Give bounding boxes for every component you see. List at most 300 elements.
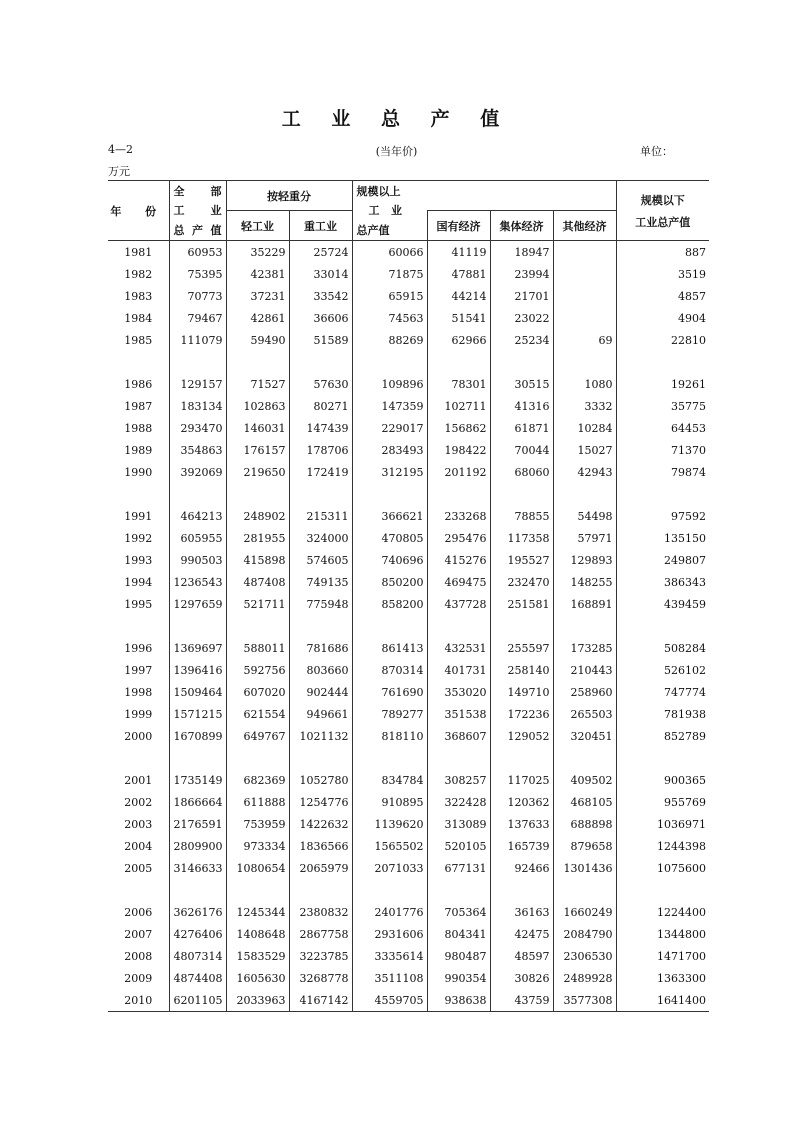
other-cell: 879658 [553, 835, 616, 857]
state-owned-cell: 469475 [427, 571, 490, 593]
total-cell: 4807314 [169, 945, 226, 967]
table-row [108, 967, 709, 989]
other-cell: 10284 [553, 417, 616, 439]
heavy-cell: 949661 [289, 703, 352, 725]
year-cell: 1989 [124, 443, 153, 457]
table-row [108, 857, 709, 879]
table-row [108, 571, 709, 593]
collective-cell: 255597 [490, 637, 553, 659]
table-row [108, 439, 709, 461]
year-cell: 2010 [108, 989, 169, 1012]
other-cell: 210443 [553, 659, 616, 681]
total-cell: 1236543 [169, 571, 226, 593]
below-scale-cell: 1075600 [616, 857, 709, 879]
above-scale-cell: 818110 [352, 725, 427, 747]
other-cell: 2489928 [553, 967, 616, 989]
below-scale-cell: 1344800 [616, 923, 709, 945]
table-row [108, 593, 709, 615]
light-cell: 487408 [226, 571, 289, 593]
state-owned-cell: 804341 [427, 923, 490, 945]
heavy-cell: 147439 [289, 417, 352, 439]
above-scale-cell: 229017 [352, 417, 427, 439]
collective-header: 集体经济 [490, 211, 553, 241]
light-cell: 415898 [226, 549, 289, 571]
other-cell: 320451 [553, 725, 616, 747]
state-owned-cell: 47881 [427, 263, 490, 285]
total-cell: 1509464 [169, 681, 226, 703]
light-cell: 611888 [226, 791, 289, 813]
table-row [108, 373, 709, 395]
spacer-row [108, 879, 709, 901]
table-row [108, 835, 709, 857]
table-row [108, 417, 709, 439]
light-cell: 176157 [226, 439, 289, 461]
year-cell: 1995 [124, 597, 153, 611]
above-scale-cell: 834784 [352, 769, 427, 791]
light-cell: 59490 [226, 329, 289, 351]
state-owned-cell: 520105 [427, 835, 490, 857]
collective-cell: 258140 [490, 659, 553, 681]
above-scale-cell: 870314 [352, 659, 427, 681]
total-cell: 392069 [169, 461, 226, 483]
below-scale-cell: 4857 [616, 285, 709, 307]
state-owned-cell: 990354 [427, 967, 490, 989]
state-owned-cell: 198422 [427, 439, 490, 461]
collective-cell: 68060 [490, 461, 553, 483]
other-cell [553, 285, 616, 307]
year-cell: 2005 [124, 861, 153, 875]
above-scale-cell: 789277 [352, 703, 427, 725]
above-scale-cell: 283493 [352, 439, 427, 461]
year-cell: 1986 [124, 377, 153, 391]
year-cell: 1984 [124, 311, 153, 325]
collective-cell: 41316 [490, 395, 553, 417]
other-cell: 468105 [553, 791, 616, 813]
year-cell: 2003 [124, 817, 153, 831]
light-industry-header: 轻工业 [226, 211, 289, 241]
table-row [108, 791, 709, 813]
collective-cell: 120362 [490, 791, 553, 813]
table-row [108, 307, 709, 329]
below-scale-cell: 526102 [616, 659, 709, 681]
below-scale-cell: 1363300 [616, 967, 709, 989]
page-title: 工 业 总 产 值 [281, 108, 512, 130]
total-cell: 79467 [169, 307, 226, 329]
total-cell: 1670899 [169, 725, 226, 747]
total-cell: 3146633 [169, 857, 226, 879]
heavy-cell: 33014 [289, 263, 352, 285]
state-owned-cell: 51541 [427, 307, 490, 329]
below-scale-cell: 1641400 [616, 989, 709, 1012]
other-cell: 129893 [553, 549, 616, 571]
collective-cell: 61871 [490, 417, 553, 439]
table-row [108, 923, 709, 945]
heavy-cell: 2380832 [289, 901, 352, 923]
year-cell: 2004 [124, 839, 153, 853]
table-row [108, 395, 709, 417]
collective-cell: 92466 [490, 857, 553, 879]
light-cell: 248902 [226, 505, 289, 527]
total-cell: 6201105 [169, 989, 226, 1012]
spacer-row [108, 483, 709, 505]
light-cell: 1408648 [226, 923, 289, 945]
table-row [108, 527, 709, 549]
table-row [108, 549, 709, 571]
heavy-cell: 803660 [289, 659, 352, 681]
table-row [108, 329, 709, 351]
below-scale-header: 规模以下 工业总产值 [616, 181, 709, 241]
heavy-cell: 36606 [289, 307, 352, 329]
light-cell: 35229 [226, 241, 289, 264]
total-cell: 464213 [169, 505, 226, 527]
below-scale-cell: 508284 [616, 637, 709, 659]
other-cell: 409502 [553, 769, 616, 791]
other-cell: 173285 [553, 637, 616, 659]
collective-cell: 42475 [490, 923, 553, 945]
collective-cell: 172236 [490, 703, 553, 725]
heavy-cell: 178706 [289, 439, 352, 461]
total-cell: 60953 [169, 241, 226, 264]
year-cell: 2008 [124, 949, 153, 963]
below-scale-cell: 747774 [616, 681, 709, 703]
light-cell: 42381 [226, 263, 289, 285]
total-cell: 605955 [169, 527, 226, 549]
year-cell: 1982 [124, 267, 153, 281]
heavy-cell: 2065979 [289, 857, 352, 879]
below-scale-cell: 19261 [616, 373, 709, 395]
total-cell: 183134 [169, 395, 226, 417]
year-cell: 1981 [124, 245, 153, 259]
light-cell: 1245344 [226, 901, 289, 923]
above-scale-cell: 3335614 [352, 945, 427, 967]
total-cell: 1369697 [169, 637, 226, 659]
light-cell: 1080654 [226, 857, 289, 879]
above-scale-cell: 88269 [352, 329, 427, 351]
table-row [108, 725, 709, 747]
total-cell: 1735149 [169, 769, 226, 791]
collective-cell: 70044 [490, 439, 553, 461]
below-scale-cell: 1224400 [616, 901, 709, 923]
below-scale-cell: 4904 [616, 307, 709, 329]
other-cell: 258960 [553, 681, 616, 703]
light-cell: 521711 [226, 593, 289, 615]
industrial-output-table [108, 180, 709, 1012]
table-row [108, 681, 709, 703]
total-cell: 1396416 [169, 659, 226, 681]
state-owned-cell: 62966 [427, 329, 490, 351]
state-owned-cell: 233268 [427, 505, 490, 527]
state-owned-cell: 432531 [427, 637, 490, 659]
heavy-cell: 215311 [289, 505, 352, 527]
table-row [108, 505, 709, 527]
below-scale-cell: 781938 [616, 703, 709, 725]
other-cell: 265503 [553, 703, 616, 725]
below-scale-cell: 1471700 [616, 945, 709, 967]
collective-cell: 23994 [490, 263, 553, 285]
light-cell: 753959 [226, 813, 289, 835]
below-scale-cell: 71370 [616, 439, 709, 461]
light-cell: 621554 [226, 703, 289, 725]
year-cell: 2002 [124, 795, 153, 809]
unit-label: 单位： [640, 145, 673, 158]
ownership-group-header [427, 181, 616, 211]
state-owned-cell: 705364 [427, 901, 490, 923]
state-owned-header: 国有经济 [427, 211, 490, 241]
above-scale-cell: 470805 [352, 527, 427, 549]
collective-cell: 78855 [490, 505, 553, 527]
state-owned-cell: 156862 [427, 417, 490, 439]
below-scale-cell: 79874 [616, 461, 709, 483]
table-row [108, 659, 709, 681]
heavy-cell: 80271 [289, 395, 352, 417]
other-cell: 1080 [553, 373, 616, 395]
heavy-cell: 172419 [289, 461, 352, 483]
spacer-row [108, 615, 709, 637]
state-owned-cell: 353020 [427, 681, 490, 703]
state-owned-cell: 201192 [427, 461, 490, 483]
spacer-row [108, 351, 709, 373]
state-owned-cell: 980487 [427, 945, 490, 967]
price-note: (当年价) [375, 145, 418, 158]
above-scale-cell: 861413 [352, 637, 427, 659]
table-row [108, 901, 709, 923]
heavy-cell: 781686 [289, 637, 352, 659]
collective-cell: 23022 [490, 307, 553, 329]
light-cell: 146031 [226, 417, 289, 439]
unit-value: 万元 [108, 165, 130, 178]
heavy-cell: 25724 [289, 241, 352, 264]
above-scale-cell: 312195 [352, 461, 427, 483]
year-cell: 2009 [124, 971, 153, 985]
below-scale-cell: 386343 [616, 571, 709, 593]
light-cell: 588011 [226, 637, 289, 659]
total-cell: 2176591 [169, 813, 226, 835]
other-cell: 688898 [553, 813, 616, 835]
year-cell: 1985 [124, 333, 153, 347]
above-scale-cell: 109896 [352, 373, 427, 395]
year-cell: 1998 [124, 685, 153, 699]
other-cell [553, 263, 616, 285]
total-output-header: 全 部 工 业 总产值 [169, 181, 226, 241]
table-row [108, 703, 709, 725]
below-scale-cell: 439459 [616, 593, 709, 615]
table-row [108, 637, 709, 659]
other-cell [553, 241, 616, 264]
table-row [108, 285, 709, 307]
other-cell: 3577308 [553, 989, 616, 1012]
above-scale-cell: 2931606 [352, 923, 427, 945]
total-cell: 4874408 [169, 967, 226, 989]
light-cell: 102863 [226, 395, 289, 417]
heavy-cell: 902444 [289, 681, 352, 703]
above-scale-cell: 65915 [352, 285, 427, 307]
above-scale-cell: 366621 [352, 505, 427, 527]
other-cell: 1660249 [553, 901, 616, 923]
total-cell: 990503 [169, 549, 226, 571]
total-cell: 3626176 [169, 901, 226, 923]
light-cell: 42861 [226, 307, 289, 329]
state-owned-cell: 677131 [427, 857, 490, 879]
light-cell: 649767 [226, 725, 289, 747]
total-cell: 1866664 [169, 791, 226, 813]
table-row [108, 263, 709, 285]
above-scale-cell: 3511108 [352, 967, 427, 989]
total-cell: 75395 [169, 263, 226, 285]
year-cell: 1992 [124, 531, 153, 545]
state-owned-cell: 295476 [427, 527, 490, 549]
collective-cell: 21701 [490, 285, 553, 307]
other-cell: 2084790 [553, 923, 616, 945]
light-cell: 2033963 [226, 989, 289, 1012]
state-owned-cell: 415276 [427, 549, 490, 571]
total-cell: 2809900 [169, 835, 226, 857]
heavy-cell: 574605 [289, 549, 352, 571]
below-scale-cell: 887 [616, 241, 709, 264]
above-scale-cell: 910895 [352, 791, 427, 813]
light-cell: 1583529 [226, 945, 289, 967]
light-heavy-group-header: 按轻重分 [226, 181, 352, 211]
light-cell: 1605630 [226, 967, 289, 989]
collective-cell: 30826 [490, 967, 553, 989]
collective-cell: 117025 [490, 769, 553, 791]
state-owned-cell: 308257 [427, 769, 490, 791]
table-code: 4—2 [108, 143, 133, 156]
collective-cell: 48597 [490, 945, 553, 967]
heavy-cell: 51589 [289, 329, 352, 351]
state-owned-cell: 437728 [427, 593, 490, 615]
light-cell: 607020 [226, 681, 289, 703]
year-header: 年 份 [108, 181, 169, 241]
above-scale-cell: 2401776 [352, 901, 427, 923]
light-cell: 281955 [226, 527, 289, 549]
table-row [108, 813, 709, 835]
state-owned-cell: 322428 [427, 791, 490, 813]
year-cell: 1993 [124, 553, 153, 567]
below-scale-cell: 249807 [616, 549, 709, 571]
collective-cell: 149710 [490, 681, 553, 703]
below-scale-cell: 22810 [616, 329, 709, 351]
heavy-cell: 775948 [289, 593, 352, 615]
year-cell: 1999 [124, 707, 153, 721]
collective-cell: 195527 [490, 549, 553, 571]
above-scale-cell: 71875 [352, 263, 427, 285]
below-scale-cell: 3519 [616, 263, 709, 285]
spacer-row [108, 747, 709, 769]
heavy-cell: 1254776 [289, 791, 352, 813]
below-scale-cell: 35775 [616, 395, 709, 417]
year-cell: 1994 [124, 575, 153, 589]
light-cell: 973334 [226, 835, 289, 857]
year-cell: 2007 [124, 927, 153, 941]
light-cell: 592756 [226, 659, 289, 681]
collective-cell: 232470 [490, 571, 553, 593]
heavy-cell: 3268778 [289, 967, 352, 989]
other-economy-header: 其他经济 [553, 211, 616, 241]
state-owned-cell: 401731 [427, 659, 490, 681]
above-scale-cell: 74563 [352, 307, 427, 329]
year-cell: 1988 [124, 421, 153, 435]
other-cell [553, 307, 616, 329]
table-row [108, 989, 709, 1012]
above-scale-cell: 2071033 [352, 857, 427, 879]
heavy-cell: 1836566 [289, 835, 352, 857]
above-scale-cell: 761690 [352, 681, 427, 703]
collective-cell: 25234 [490, 329, 553, 351]
heavy-cell: 1052780 [289, 769, 352, 791]
below-scale-cell: 852789 [616, 725, 709, 747]
above-scale-cell: 4559705 [352, 989, 427, 1012]
collective-cell: 251581 [490, 593, 553, 615]
above-scale-cell: 1565502 [352, 835, 427, 857]
state-owned-cell: 78301 [427, 373, 490, 395]
below-scale-cell: 64453 [616, 417, 709, 439]
heavy-industry-header: 重工业 [289, 211, 352, 241]
total-cell: 354863 [169, 439, 226, 461]
total-cell: 70773 [169, 285, 226, 307]
other-cell: 54498 [553, 505, 616, 527]
total-cell: 111079 [169, 329, 226, 351]
above-scale-cell: 850200 [352, 571, 427, 593]
year-cell: 1983 [124, 289, 153, 303]
total-cell: 293470 [169, 417, 226, 439]
collective-cell: 165739 [490, 835, 553, 857]
other-cell: 168891 [553, 593, 616, 615]
total-cell: 1571215 [169, 703, 226, 725]
heavy-cell: 2867758 [289, 923, 352, 945]
year-cell: 1996 [124, 641, 153, 655]
below-scale-cell: 135150 [616, 527, 709, 549]
year-cell: 1987 [124, 399, 153, 413]
table-row [108, 241, 709, 264]
other-cell: 69 [553, 329, 616, 351]
above-scale-cell: 858200 [352, 593, 427, 615]
year-cell: 2000 [124, 729, 153, 743]
below-scale-cell: 97592 [616, 505, 709, 527]
above-scale-cell: 147359 [352, 395, 427, 417]
collective-cell: 137633 [490, 813, 553, 835]
state-owned-cell: 938638 [427, 989, 490, 1012]
total-cell: 129157 [169, 373, 226, 395]
heavy-cell: 33542 [289, 285, 352, 307]
collective-cell: 43759 [490, 989, 553, 1012]
state-owned-cell: 41119 [427, 241, 490, 264]
above-scale-cell: 1139620 [352, 813, 427, 835]
collective-cell: 129052 [490, 725, 553, 747]
other-cell: 42943 [553, 461, 616, 483]
above-scale-cell: 60066 [352, 241, 427, 264]
table-row [108, 945, 709, 967]
year-cell: 2001 [124, 773, 153, 787]
collective-cell: 36163 [490, 901, 553, 923]
other-cell: 15027 [553, 439, 616, 461]
light-cell: 219650 [226, 461, 289, 483]
above-scale-header: 规模以上 工 业 总产值 [352, 181, 427, 241]
below-scale-cell: 1244398 [616, 835, 709, 857]
state-owned-cell: 351538 [427, 703, 490, 725]
heavy-cell: 3223785 [289, 945, 352, 967]
table-row [108, 769, 709, 791]
heavy-cell: 1422632 [289, 813, 352, 835]
other-cell: 2306530 [553, 945, 616, 967]
below-scale-cell: 900365 [616, 769, 709, 791]
heavy-cell: 324000 [289, 527, 352, 549]
heavy-cell: 749135 [289, 571, 352, 593]
state-owned-cell: 44214 [427, 285, 490, 307]
other-cell: 57971 [553, 527, 616, 549]
heavy-cell: 1021132 [289, 725, 352, 747]
table-row [108, 461, 709, 483]
state-owned-cell: 313089 [427, 813, 490, 835]
